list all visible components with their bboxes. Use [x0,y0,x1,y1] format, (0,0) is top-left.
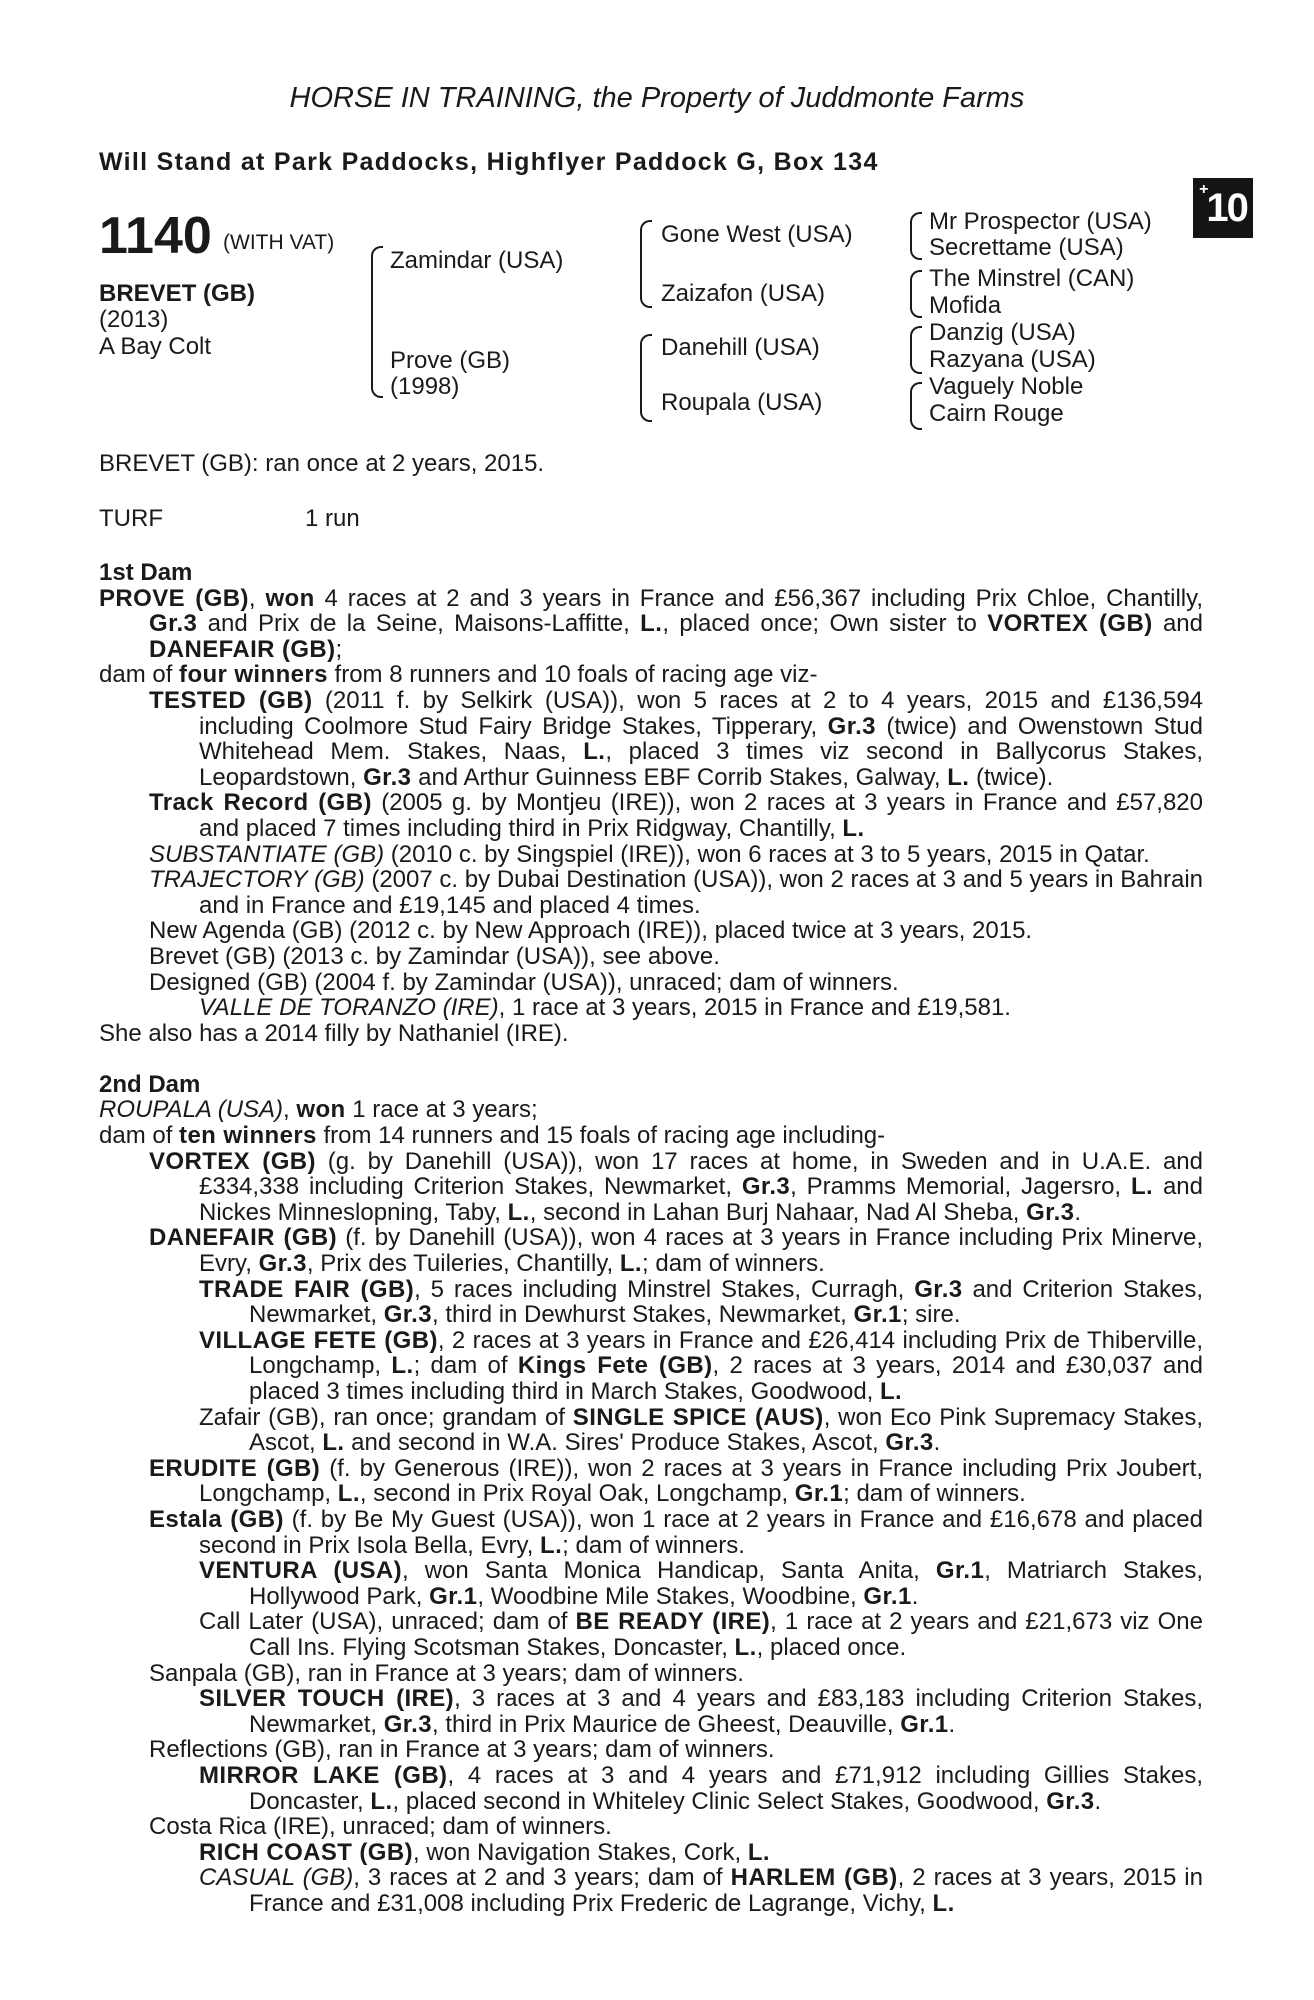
produce-brevet: Brevet (GB) (2013 c. by Zamindar (USA)), see above. [149,942,720,970]
catalogue-text [99,560,1203,1916]
produce-filly-note: She also has a 2014 filly by Nathaniel (IRE). [99,1019,569,1047]
produce-track-record: Track Record (GB) (2005 g. by Montjeu (IRE)), won 2 races at 3 years in France and £57,820 and placed 7 times including third in Prix Ridgway, Chantilly, L. [149,789,1203,842]
produce-sanpala: Sanpala (GB), ran in France at 3 years; dam of winners. [149,1659,744,1687]
produce-new-agenda: New Agenda (GB) (2012 c. by New Approach (IRE)), placed twice at 3 years, 2015. [149,917,1033,945]
second-dam-entry: ROUPALA (USA), won 1 race at 3 years; [99,1096,538,1124]
produce-rich-coast: RICH COAST (GB), won Navigation Stakes, Cork, L. [199,1838,770,1866]
first-dam-entry: PROVE (GB), won 4 races at 2 and 3 years in France and £56,367 including Prix Chloe, Chantilly, Gr.3 and Prix de la Seine, Maisons-Laffitte, L., placed once; Own sister to VORTEX (GB) and DANEFAIR (GB); [99,584,1203,663]
pedigree-sire: Zamindar (USA) [390,247,564,274]
horse-name: BREVET (GB) [99,280,255,307]
second-dam-produce-summary: dam of ten winners from 14 runners and 15 foals of racing age including- [99,1122,886,1150]
produce-trade-fair: TRADE FAIR (GB), 5 races including Minstrel Stakes, Curragh, Gr.3 and Criterion Stakes, Newmarket, Gr.3, third in Dewhurst Stakes, Newmarket, Gr.1; sire. [199,1275,1204,1329]
first-dam-produce-summary: dam of four winners from 8 runners and 10 foals of racing age viz- [99,661,818,689]
page-title: HORSE IN TRAINING, the Property of Juddmonte Farms [289,82,1025,114]
pedigree-brace-sire-line [640,220,652,308]
produce-call-later: Call Later (USA), unraced; dam of BE READY (IRE), 1 race at 2 years and £21,673 viz One Call Ins. Flying Scotsman Stakes, Doncaster, L., placed once. [199,1608,1203,1661]
produce-designed: Designed (GB) (2004 f. by Zamindar (USA)), unraced; dam of winners. [149,968,899,996]
pedigree-dam-dam: Roupala (USA) [661,389,823,416]
pedigree-brace-g12 [910,212,922,260]
pedigree-brace-g56 [910,326,922,374]
pedigree-dam-year: (1998) [390,373,460,400]
produce-casual: CASUAL (GB), 3 races at 2 and 3 years; dam of HARLEM (GB), 2 races at 3 years, 2015 in France and £31,008 including Prix Frederic de Lagrange, Vichy, L. [199,1864,1203,1917]
produce-vortex: VORTEX (GB) (g. by Danehill (USA)), won 17 races at home, in Sweden and in U.A.E. and £334,338 including Criterion Stakes, Newmarket, Gr.3, Pramms Memorial, Jagersro, L. and Nickes Minneslopning, Taby, L., second in Lahan Burj Nahaar, Nad Al Sheba, Gr.3. [149,1147,1203,1226]
pedigree-brace-g78 [910,382,922,430]
pedigree-g3: The Minstrel (CAN) [929,265,1135,292]
produce-valle-de-toranzo: VALLE DE TORANZO (IRE), 1 race at 3 years, 2015 in France and £19,581. [199,994,1011,1022]
produce-silver-touch: SILVER TOUCH (IRE), 3 races at 3 and 4 years and £83,183 including Criterion Stakes, Newmarket, Gr.3, third in Prix Maurice de Gheest, Deauville, Gr.1. [199,1685,1203,1738]
second-dam-heading: 2nd Dam [99,1070,201,1098]
produce-ventura: VENTURA (USA), won Santa Monica Handicap, Santa Anita, Gr.1, Matriarch Stakes, Hollywood Park, Gr.1, Woodbine Mile Stakes, Woodbine, Gr.1. [199,1557,1204,1610]
badge-number: 10 [1206,186,1247,230]
first-dam-heading: 1st Dam [99,559,193,586]
pedigree-dam-sire: Danehill (USA) [661,334,820,361]
pedigree-g4: Mofida [929,292,1002,319]
pedigree-g8: Cairn Rouge [929,400,1064,427]
race-summary: BREVET (GB): ran once at 2 years, 2015. [99,450,545,477]
produce-substantiate: SUBSTANTIATE (GB) (2010 c. by Singspiel (IRE)), won 6 races at 3 to 5 years, 2015 in Qatar. [149,840,1150,868]
horse-year: (2013) [99,306,169,333]
produce-trajectory: TRAJECTORY (GB) (2007 c. by Dubai Destination (USA)), won 2 races at 3 and 5 years in Bahrain and in France and £19,145 and placed 4 times. [149,866,1204,919]
run-count: 1 run [305,505,360,532]
produce-zafair: Zafair (GB), ran once; grandam of SINGLE SPICE (AUS), won Eco Pink Supremacy Stakes, Ascot, L. and second in W.A. Sires' Produce Stakes, Ascot, Gr.3. [199,1403,1203,1457]
produce-costa-rica: Costa Rica (IRE), unraced; dam of winners. [149,1813,612,1841]
pedigree-sire-dam: Zaizafon (USA) [661,280,826,307]
produce-mirror-lake: MIRROR LAKE (GB), 4 races at 3 and 4 years and £71,912 including Gillies Stakes, Doncaster, L., placed second in Whiteley Clinic Select Stakes, Goodwood, Gr.3. [199,1761,1203,1815]
produce-erudite: ERUDITE (GB) (f. by Generous (IRE)), won 2 races at 3 years in France including Prix Joubert, Longchamp, L., second in Prix Royal Oak, Longchamp, Gr.1; dam of winners. [149,1454,1203,1508]
produce-village-fete: VILLAGE FETE (GB), 2 races at 3 years in France and £26,414 including Prix de Thiberville, Longchamp, L.; dam of Kings Fete (GB), 2 races at 3 years, 2014 and £30,037 and placed 3 times including third in March Stakes, Goodwood, L. [199,1326,1204,1405]
pedigree-sire-sire: Gone West (USA) [661,221,853,248]
pedigree-g5: Danzig (USA) [929,319,1076,346]
pedigree-g7: Vaguely Noble [929,373,1084,400]
surface-label: TURF [99,505,163,532]
produce-tested: TESTED (GB) (2011 f. by Selkirk (USA)), won 5 races at 2 to 4 years, 2015 and £136,594 including Coolmore Stud Fairy Bridge Stakes, Tipperary, Gr.3 (twice) and Owenstown Stud Whitehead Mem. Stakes, Naas, L., placed 3 times viz second in Ballycorus Stakes, Leopardstown, Gr.3 and Arthur Guinness EBF Corrib Stakes, Galway, L. (twice). [149,686,1204,791]
produce-danefair: DANEFAIR (GB) (f. by Danehill (USA)), won 4 races at 3 years in France including Prix Minerve, Evry, Gr.3, Prix des Tuileries, Chantilly, L.; dam of winners. [149,1224,1203,1278]
lot-badge: +10 [1193,178,1253,238]
pedigree-brace-dam-line [640,334,652,422]
produce-estala: Estala (GB) (f. by Be My Guest (USA)), won 1 race at 2 years in France and £16,678 and placed second in Prix Isola Bella, Evry, L.; dam of winners. [149,1505,1203,1559]
produce-reflections: Reflections (GB), ran in France at 3 years; dam of winners. [149,1736,775,1764]
stand-location: Will Stand at Park Paddocks, Highflyer Paddock G, Box 134 [99,148,879,176]
pedigree-g6: Razyana (USA) [929,346,1096,373]
lot-number: 1140 [99,207,212,265]
pedigree-g2: Secrettame (USA) [929,234,1124,261]
horse-description: A Bay Colt [99,333,212,360]
pedigree-g1: Mr Prospector (USA) [929,208,1152,235]
pedigree-dam: Prove (GB) [390,347,511,374]
pedigree-brace-g34 [910,270,922,318]
vat-note: (WITH VAT) [223,231,335,254]
pedigree-brace-sire-dam [371,246,383,398]
